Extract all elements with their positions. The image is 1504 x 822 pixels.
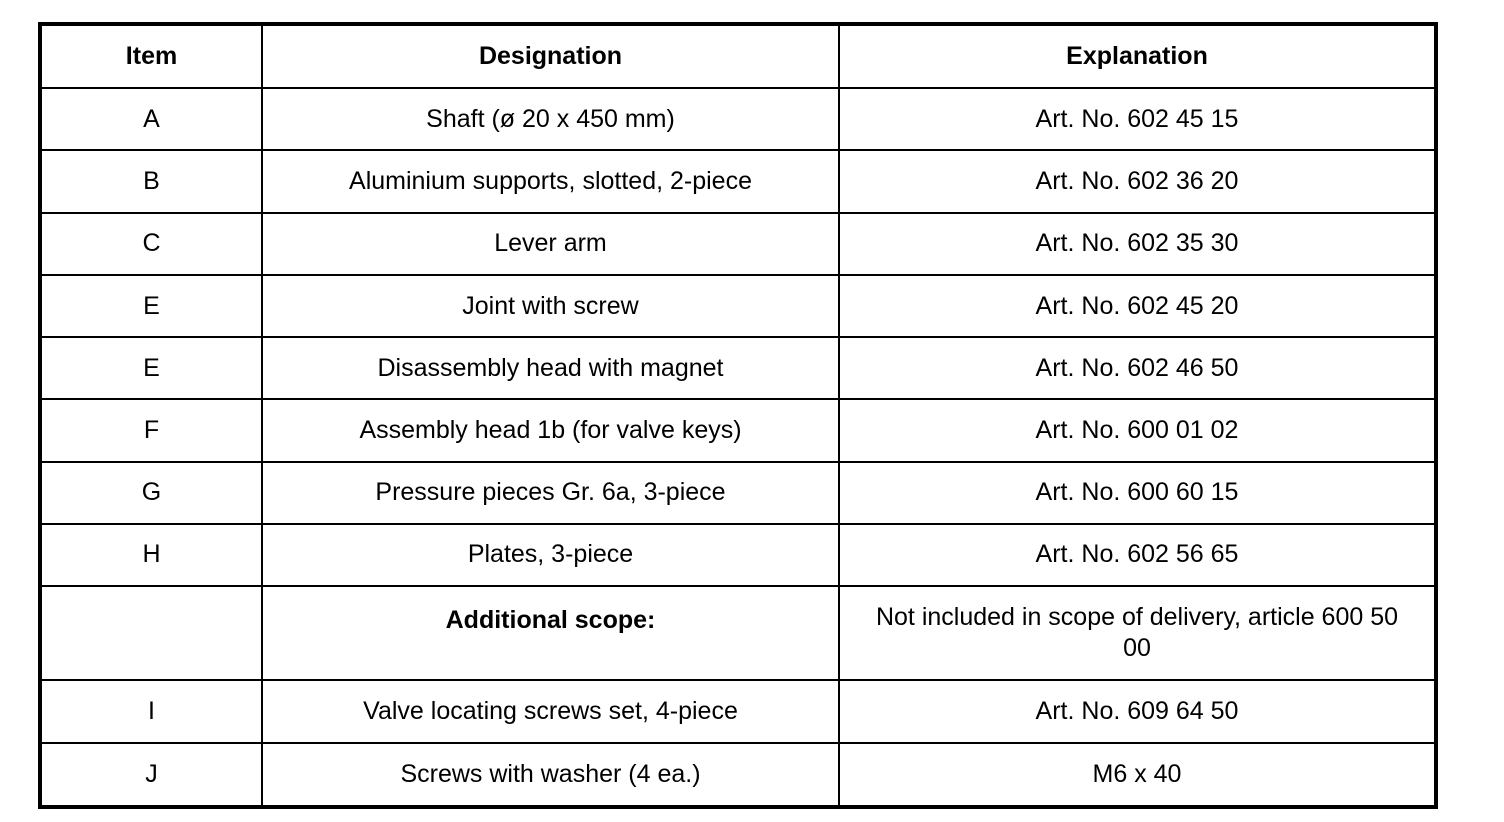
item-cell: A xyxy=(42,88,262,150)
explanation-cell: Art. No. 600 01 02 xyxy=(839,399,1434,461)
table-row xyxy=(42,743,1434,805)
header-designation: Designation xyxy=(262,26,839,88)
explanation-cell: Art. No. 602 46 50 xyxy=(839,337,1434,399)
designation-cell: Pressure pieces Gr. 6a, 3-piece xyxy=(262,462,839,524)
item-cell xyxy=(42,586,262,680)
table-row xyxy=(42,275,1434,337)
item-cell: H xyxy=(42,524,262,586)
parts-table-frame xyxy=(38,22,1438,809)
table-row xyxy=(42,524,1434,586)
designation-cell: Assembly head 1b (for valve keys) xyxy=(262,399,839,461)
table-header-row xyxy=(42,26,1434,88)
table-row xyxy=(42,88,1434,150)
designation-cell: Plates, 3-piece xyxy=(262,524,839,586)
designation-cell: Valve locating screws set, 4-piece xyxy=(262,680,839,742)
table-row xyxy=(42,150,1434,212)
explanation-cell: Art. No. 602 45 20 xyxy=(839,275,1434,337)
explanation-cell: M6 x 40 xyxy=(839,743,1434,805)
explanation-cell: Art. No. 602 36 20 xyxy=(839,150,1434,212)
designation-cell: Lever arm xyxy=(262,213,839,275)
explanation-cell: Art. No. 609 64 50 xyxy=(839,680,1434,742)
explanation-cell: Art. No. 602 45 15 xyxy=(839,88,1434,150)
explanation-cell: Art. No. 600 60 15 xyxy=(839,462,1434,524)
item-cell: F xyxy=(42,399,262,461)
additional-scope-heading: Additional scope: xyxy=(262,586,839,680)
table-row xyxy=(42,337,1434,399)
explanation-cell: Art. No. 602 35 30 xyxy=(839,213,1434,275)
table-row xyxy=(42,399,1434,461)
item-cell: E xyxy=(42,337,262,399)
item-cell: B xyxy=(42,150,262,212)
designation-cell: Disassembly head with magnet xyxy=(262,337,839,399)
designation-cell: Aluminium supports, slotted, 2-piece xyxy=(262,150,839,212)
parts-table xyxy=(42,26,1434,805)
item-cell: C xyxy=(42,213,262,275)
designation-cell: Joint with screw xyxy=(262,275,839,337)
item-cell: E xyxy=(42,275,262,337)
item-cell: J xyxy=(42,743,262,805)
table-row xyxy=(42,680,1434,742)
item-cell: I xyxy=(42,680,262,742)
designation-cell: Screws with washer (4 ea.) xyxy=(262,743,839,805)
table-row-additional-scope xyxy=(42,586,1434,680)
table-row xyxy=(42,462,1434,524)
explanation-cell: Art. No. 602 56 65 xyxy=(839,524,1434,586)
header-explanation: Explanation xyxy=(839,26,1434,88)
header-item: Item xyxy=(42,26,262,88)
table-row xyxy=(42,213,1434,275)
designation-cell: Shaft (ø 20 x 450 mm) xyxy=(262,88,839,150)
explanation-cell: Not included in scope of delivery, article 600 50 00 xyxy=(839,586,1434,680)
item-cell: G xyxy=(42,462,262,524)
